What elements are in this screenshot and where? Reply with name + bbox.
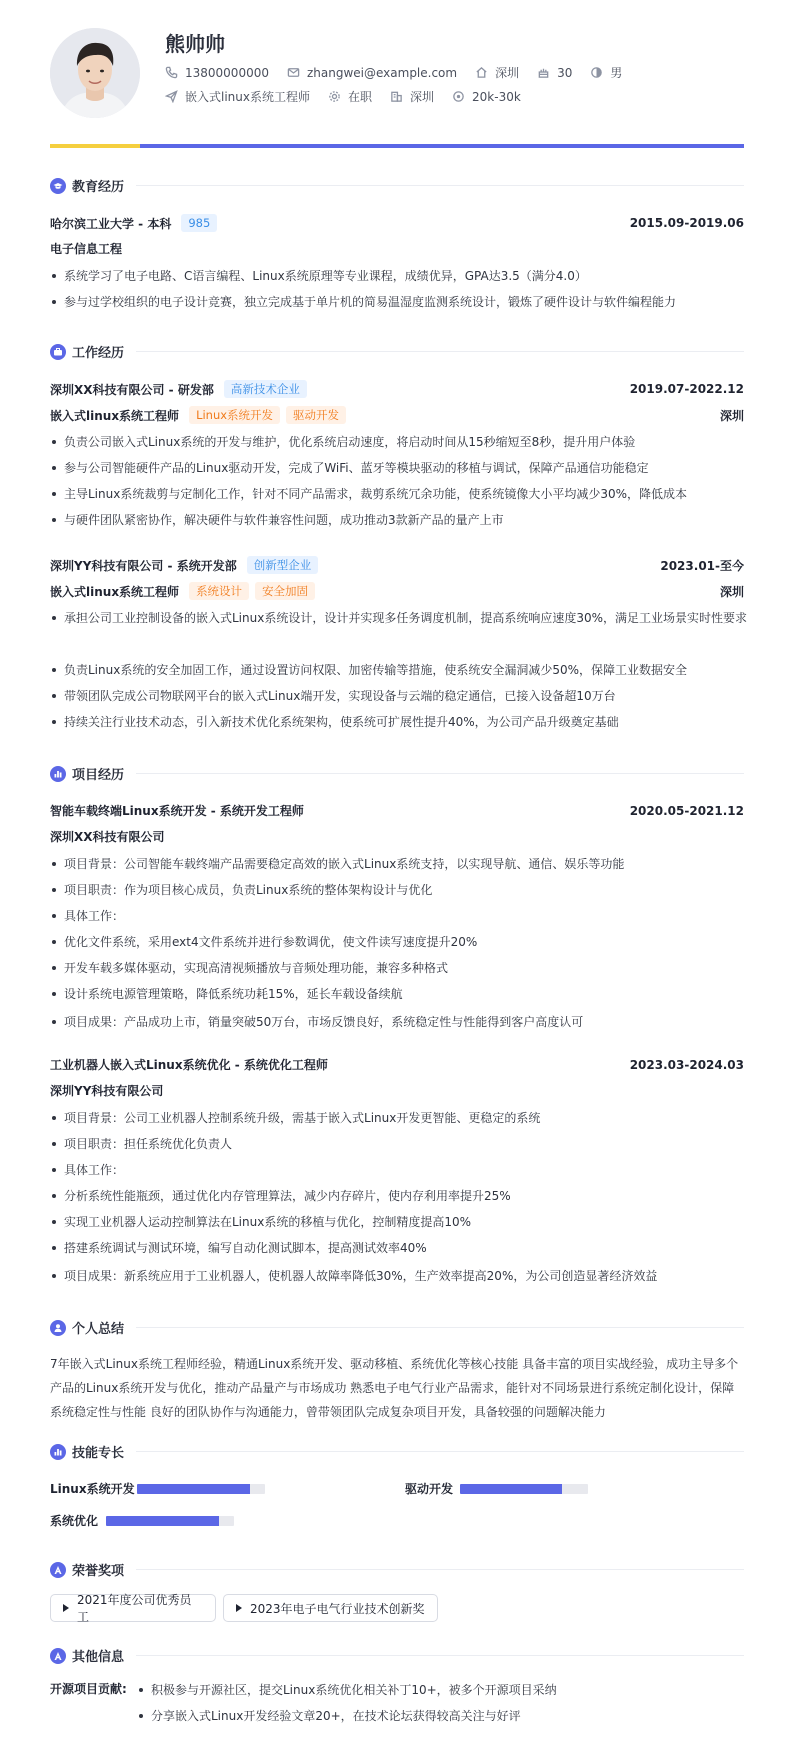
education-major-row bbox=[50, 240, 744, 257]
play-icon bbox=[63, 1604, 69, 1612]
city-info bbox=[475, 64, 519, 81]
list-item: 与硬件团队紧密协作，解决硬件与软件兼容性问题，成功推动3款新产品的量产上市 bbox=[50, 510, 748, 530]
list-item: 设计系统电源管理策略，降低系统功耗15%，延长车载设备续航 bbox=[50, 984, 748, 1004]
section-rule bbox=[136, 773, 744, 774]
briefcase-icon bbox=[50, 344, 66, 360]
job-row bbox=[165, 88, 539, 105]
award-text: 2021年度公司优秀员工 bbox=[77, 1593, 192, 1624]
age-info bbox=[537, 66, 572, 80]
company-tag: 创新型企业 bbox=[247, 556, 319, 574]
gender-icon bbox=[590, 66, 603, 79]
list-item: 分析系统性能瓶颈，通过优化内存管理算法，减少内存碎片，使内存利用率提升25% bbox=[50, 1186, 748, 1206]
list-item: 优化文件系统，采用ext4文件系统并进行参数调优，使文件读写速度提升20% bbox=[50, 932, 748, 952]
role-name: 嵌入式linux系统工程师 bbox=[50, 584, 180, 599]
list-item: 项目背景：公司智能车载终端产品需要稳定高效的嵌入式Linux系统支持，以实现导航、通信、娱乐等功能 bbox=[50, 854, 748, 874]
skill-bar-fill bbox=[137, 1484, 250, 1494]
skill-bar-fill bbox=[106, 1516, 219, 1526]
section-rule bbox=[136, 1451, 744, 1452]
skill-bar-fill bbox=[460, 1484, 562, 1494]
role-tag: Linux系统开发 bbox=[189, 406, 280, 424]
job-2-role bbox=[50, 582, 744, 600]
job-location: 深圳 bbox=[719, 584, 744, 599]
section-other bbox=[50, 1646, 744, 1665]
skill-name: 驱动开发 bbox=[405, 1482, 454, 1496]
job-1-role bbox=[50, 406, 744, 424]
list-item: 持续关注行业技术动态，引入新技术优化系统架构，使系统可扩展性提升40%，为公司产品升级奠定基础 bbox=[50, 712, 748, 732]
section-title: 技能专长 bbox=[72, 1446, 125, 1461]
skill-bar bbox=[460, 1484, 588, 1494]
email-info bbox=[287, 66, 457, 80]
job-1-header bbox=[50, 380, 744, 398]
list-item: 主导Linux系统裁剪与定制化工作，针对不同产品需求，裁剪系统冗余功能，使系统镜像大小平均减少30%，降低成本 bbox=[50, 484, 748, 504]
education-major: 电子信息工程 bbox=[50, 242, 123, 256]
section-rule bbox=[136, 351, 744, 352]
job-date: 2019.07-2022.12 bbox=[629, 382, 744, 396]
age-text: 30 bbox=[557, 65, 573, 80]
section-rule bbox=[136, 1655, 744, 1656]
section-title: 项目经历 bbox=[72, 768, 125, 783]
project-date: 2023.03-2024.03 bbox=[629, 1057, 744, 1072]
divider-yellow bbox=[50, 144, 140, 148]
project-date: 2020.05-2021.12 bbox=[629, 803, 744, 818]
project-1-company-row bbox=[50, 828, 744, 845]
role-tag: 驱动开发 bbox=[286, 406, 346, 424]
skill-name: Linux系统开发 bbox=[50, 1482, 135, 1496]
award-item bbox=[223, 1594, 438, 1622]
project-2-header bbox=[50, 1056, 744, 1073]
email-text: zhangwei@example.com bbox=[306, 65, 458, 80]
building-icon bbox=[390, 90, 403, 103]
company-name: 深圳XX科技有限公司 - 研发部 bbox=[50, 382, 214, 397]
user-icon bbox=[50, 1320, 66, 1336]
award-item bbox=[50, 1594, 216, 1622]
target-city-info bbox=[390, 88, 434, 105]
play-icon bbox=[236, 1604, 242, 1612]
bar-chart-icon bbox=[50, 1444, 66, 1460]
section-honors bbox=[50, 1560, 744, 1579]
project-name: 智能车载终端Linux系统开发 - 系统开发工程师 bbox=[50, 804, 304, 818]
project-name: 工业机器人嵌入式Linux系统优化 - 系统优化工程师 bbox=[50, 1058, 328, 1072]
home-icon bbox=[475, 66, 488, 79]
list-item: 参与公司智能硬件产品的Linux驱动开发，完成了WiFi、蓝牙等模块驱动的移植与调试，保障产品通信功能稳定 bbox=[50, 458, 748, 478]
section-title: 荣誉奖项 bbox=[72, 1564, 125, 1579]
section-title: 工作经历 bbox=[72, 346, 125, 361]
other-label: 开源项目贡献: bbox=[50, 1682, 127, 1696]
target-city-text: 深圳 bbox=[410, 90, 435, 104]
mail-icon bbox=[287, 66, 300, 79]
avatar bbox=[50, 28, 140, 118]
salary-text: 20k-30k bbox=[472, 89, 521, 104]
list-item: 负责公司嵌入式Linux系统的开发与维护，优化系统启动速度，将启动时间从15秒缩短至8秒，提升用户体验 bbox=[50, 432, 748, 452]
list-item: 负责Linux系统的安全加固工作，通过设置访问权限、加密传输等措施，使系统安全漏洞减少50%，保障工业数据安全 bbox=[50, 660, 748, 680]
list-item: 项目成果：产品成功上市，销量突破50万台，市场反馈良好，系统稳定性与性能得到客户高度认可 bbox=[50, 1012, 748, 1032]
gender-text: 男 bbox=[610, 66, 623, 80]
coin-icon bbox=[452, 90, 465, 103]
divider-blue bbox=[140, 144, 744, 148]
status-text: 在职 bbox=[347, 90, 372, 104]
phone-info bbox=[165, 66, 269, 80]
job-location: 深圳 bbox=[719, 408, 744, 423]
list-item: 项目背景：公司工业机器人控制系统升级，需基于嵌入式Linux开发更智能、更稳定的系统 bbox=[50, 1108, 748, 1128]
section-skills bbox=[50, 1442, 744, 1461]
cake-icon bbox=[537, 66, 550, 79]
header-divider bbox=[50, 144, 744, 148]
project-company: 深圳XX科技有限公司 bbox=[50, 830, 165, 844]
list-item: 项目成果：新系统应用于工业机器人，使机器人故障率降低30%，生产效率提高20%，为公司创造显著经济效益 bbox=[50, 1266, 748, 1286]
job-2-header bbox=[50, 556, 744, 574]
list-item: 带领团队完成公司物联网平台的嵌入式Linux端开发，实现设备与云端的稳定通信，已接入设备超10万台 bbox=[50, 686, 748, 706]
bar-chart-icon bbox=[50, 766, 66, 782]
list-item: 开发车载多媒体驱动，实现高清视频播放与音频处理功能，兼容多种格式 bbox=[50, 958, 748, 978]
role-tag: 安全加固 bbox=[255, 582, 315, 600]
list-item: 项目职责：担任系统优化负责人 bbox=[50, 1134, 748, 1154]
section-rule bbox=[136, 1569, 744, 1570]
job-text: 嵌入式linux系统工程师 bbox=[185, 90, 310, 104]
job-info bbox=[165, 88, 310, 105]
graduation-cap-icon bbox=[50, 178, 66, 194]
skill-bar bbox=[106, 1516, 234, 1526]
role-tag: 系统设计 bbox=[189, 582, 249, 600]
list-item: 具体工作： bbox=[50, 1160, 748, 1180]
award-icon bbox=[50, 1562, 66, 1578]
company-tag: 高新技术企业 bbox=[224, 380, 307, 398]
send-icon bbox=[165, 90, 178, 103]
summary-text: 7年嵌入式Linux系统工程师经验，精通Linux系统开发、驱动移植、系统优化等核心技能 具备丰富的项目实战经验，成功主导多个产品的Linux系统开发与优化，推动产品量产与市场成功 熟悉电子电气行业产品需求，能针对不同场景进行系统定制化设计，保障系统稳定性与性能 良好的团队协作与沟通能力，曾带领团队完成复杂项目开发，具备较强的问题解决能力 bbox=[50, 1357, 739, 1419]
skill-name: 系统优化 bbox=[50, 1514, 99, 1528]
status-info bbox=[328, 88, 372, 105]
section-rule bbox=[136, 1327, 744, 1328]
section-title: 个人总结 bbox=[72, 1322, 125, 1337]
list-item: 分享嵌入式Linux开发经验文章20+，在技术论坛获得较高关注与好评 bbox=[137, 1706, 731, 1726]
gender-info bbox=[590, 64, 622, 81]
list-item: 具体工作： bbox=[50, 906, 748, 926]
section-education bbox=[50, 176, 744, 195]
section-work bbox=[50, 342, 744, 361]
section-title: 教育经历 bbox=[72, 180, 125, 195]
section-rule bbox=[136, 185, 744, 186]
city-text: 深圳 bbox=[495, 66, 520, 80]
company-name: 深圳YY科技有限公司 - 系统开发部 bbox=[50, 558, 237, 573]
salary-info bbox=[452, 90, 521, 104]
school-name: 哈尔滨工业大学 - 本科 bbox=[50, 216, 172, 231]
section-summary bbox=[50, 1318, 744, 1337]
phone-icon bbox=[165, 66, 178, 79]
list-item: 实现工业机器人运动控制算法在Linux系统的移植与优化，控制精度提高10% bbox=[50, 1212, 748, 1232]
info-icon bbox=[50, 1648, 66, 1664]
project-1-header bbox=[50, 802, 744, 819]
school-tag: 985 bbox=[181, 214, 217, 232]
education-header bbox=[50, 214, 744, 232]
project-2-company-row bbox=[50, 1082, 744, 1099]
section-title: 其他信息 bbox=[72, 1650, 125, 1665]
role-name: 嵌入式linux系统工程师 bbox=[50, 408, 180, 423]
list-item: 搭建系统调试与测试环境，编写自动化测试脚本，提高测试效率40% bbox=[50, 1238, 748, 1258]
award-text: 2023年电子电气行业技术创新奖 bbox=[250, 1601, 425, 1616]
candidate-name: 熊帅帅 bbox=[165, 32, 225, 56]
contact-row bbox=[165, 64, 640, 81]
gear-icon bbox=[328, 90, 341, 103]
phone-text: 13800000000 bbox=[185, 65, 269, 80]
job-date: 2023.01-至今 bbox=[660, 558, 744, 573]
project-company: 深圳YY科技有限公司 bbox=[50, 1084, 164, 1098]
list-item: 参与过学校组织的电子设计竞赛，独立完成基于单片机的简易温湿度监测系统设计，锻炼了硬件设计与软件编程能力 bbox=[50, 292, 748, 312]
list-item: 项目职责：作为项目核心成员，负责Linux系统的整体架构设计与优化 bbox=[50, 880, 748, 900]
list-item: 积极参与开源社区，提交Linux系统优化相关补丁10+，被多个开源项目采纳 bbox=[137, 1680, 731, 1700]
section-projects bbox=[50, 764, 744, 783]
education-date: 2015.09-2019.06 bbox=[629, 216, 744, 230]
avatar-image bbox=[50, 28, 140, 118]
list-item: 承担公司工业控制设备的嵌入式Linux系统设计，设计并实现多任务调度机制，提高系统响应速度30%，满足工业场景实时性要求 bbox=[50, 608, 748, 628]
list-item: 系统学习了电子电路、C语言编程、Linux系统原理等专业课程，成绩优异，GPA达3.5（满分4.0） bbox=[50, 266, 748, 286]
skill-bar bbox=[137, 1484, 265, 1494]
